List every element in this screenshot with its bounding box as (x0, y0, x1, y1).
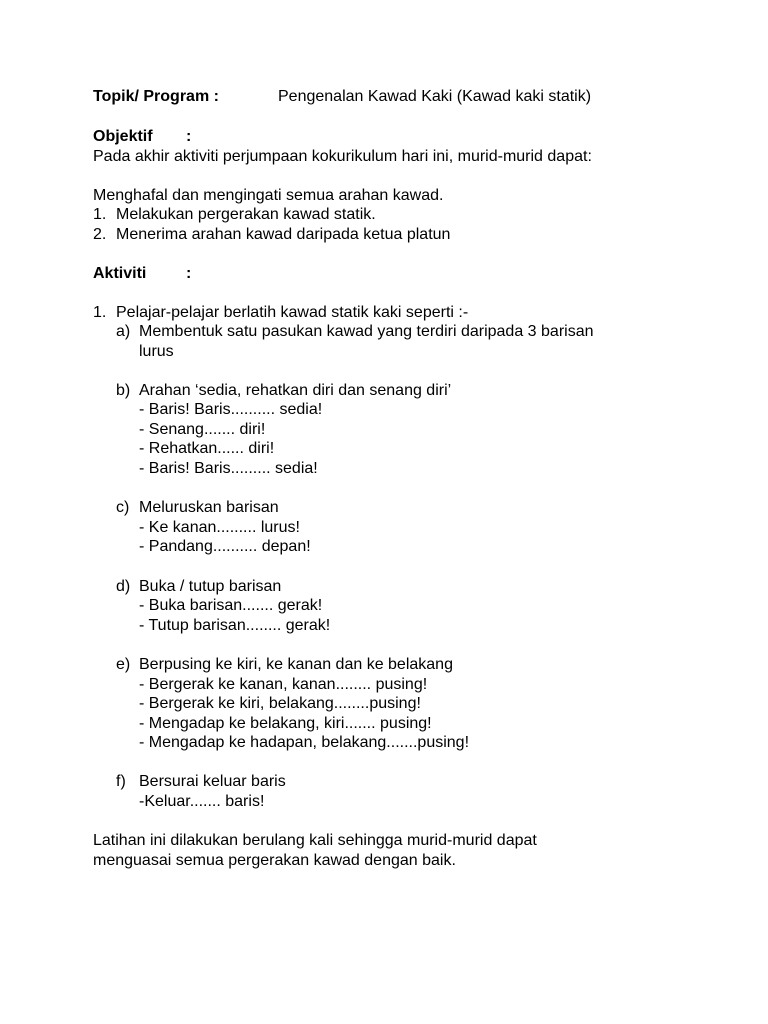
section-title: Buka / tutup barisan (139, 578, 282, 595)
section-title: Membentuk satu pasukan kawad yang terdiri daripada 3 barisan (139, 323, 594, 340)
activity-main-number: 1. (93, 304, 107, 321)
objective-intro: Pada akhir aktiviti perjumpaan kokurikulum hari ini, murid-murid dapat: (93, 148, 592, 165)
objective-summary: Menghafal dan mengingati semua arahan kawad. (93, 187, 444, 204)
command-line: - Baris! Baris......... sedia! (139, 460, 318, 477)
section-letter: e) (116, 656, 131, 673)
section-letter: f) (116, 773, 126, 790)
section-title-continuation: lurus (139, 343, 174, 360)
command-line: - Mengadap ke belakang, kiri....... pusing! (139, 715, 432, 732)
topic-label: Topik/ Program : (93, 88, 219, 105)
section-letter: d) (116, 578, 131, 595)
topic-value: Pengenalan Kawad Kaki (Kawad kaki statik) (278, 88, 592, 105)
section-title: Meluruskan barisan (139, 499, 279, 516)
command-line: - Baris! Baris.......... sedia! (139, 401, 323, 418)
command-line: - Rehatkan...... diri! (139, 440, 275, 457)
command-line: -Keluar....... baris! (139, 793, 265, 810)
objective-item-number: 1. (93, 206, 107, 223)
command-line: - Tutup barisan........ gerak! (139, 617, 331, 634)
objective-item-text: Melakukan pergerakan kawad statik. (116, 206, 376, 223)
section-title: Berpusing ke kiri, ke kanan dan ke belakang (139, 656, 453, 673)
objective-item-number: 2. (93, 226, 107, 243)
section-letter: c) (116, 499, 130, 516)
conclusion-line: Latihan ini dilakukan berulang kali sehingga murid-murid dapat (93, 832, 537, 849)
activity-main-text: Pelajar-pelajar berlatih kawad statik kaki seperti :- (116, 304, 469, 321)
objective-item-text: Menerima arahan kawad daripada ketua platun (116, 226, 451, 243)
command-line: - Mengadap ke hadapan, belakang.......pusing! (139, 734, 470, 751)
command-line: - Senang....... diri! (139, 421, 266, 438)
command-line: - Bergerak ke kanan, kanan........ pusing! (139, 676, 428, 693)
conclusion-line: menguasai semua pergerakan kawad dengan baik. (93, 852, 456, 869)
objective-colon: : (186, 128, 192, 145)
objective-heading: Objektif (93, 128, 153, 145)
activity-heading: Aktiviti (93, 265, 147, 282)
activity-colon: : (186, 265, 192, 282)
section-letter: a) (116, 323, 131, 340)
command-line: - Pandang.......... depan! (139, 538, 311, 555)
command-line: - Buka barisan....... gerak! (139, 597, 323, 614)
command-line: - Bergerak ke kiri, belakang........pusing! (139, 695, 421, 712)
section-title: Bersurai keluar baris (139, 773, 286, 790)
command-line: - Ke kanan......... lurus! (139, 519, 300, 536)
section-title: Arahan ‘sedia, rehatkan diri dan senang diri’ (139, 382, 452, 399)
section-letter: b) (116, 382, 131, 399)
